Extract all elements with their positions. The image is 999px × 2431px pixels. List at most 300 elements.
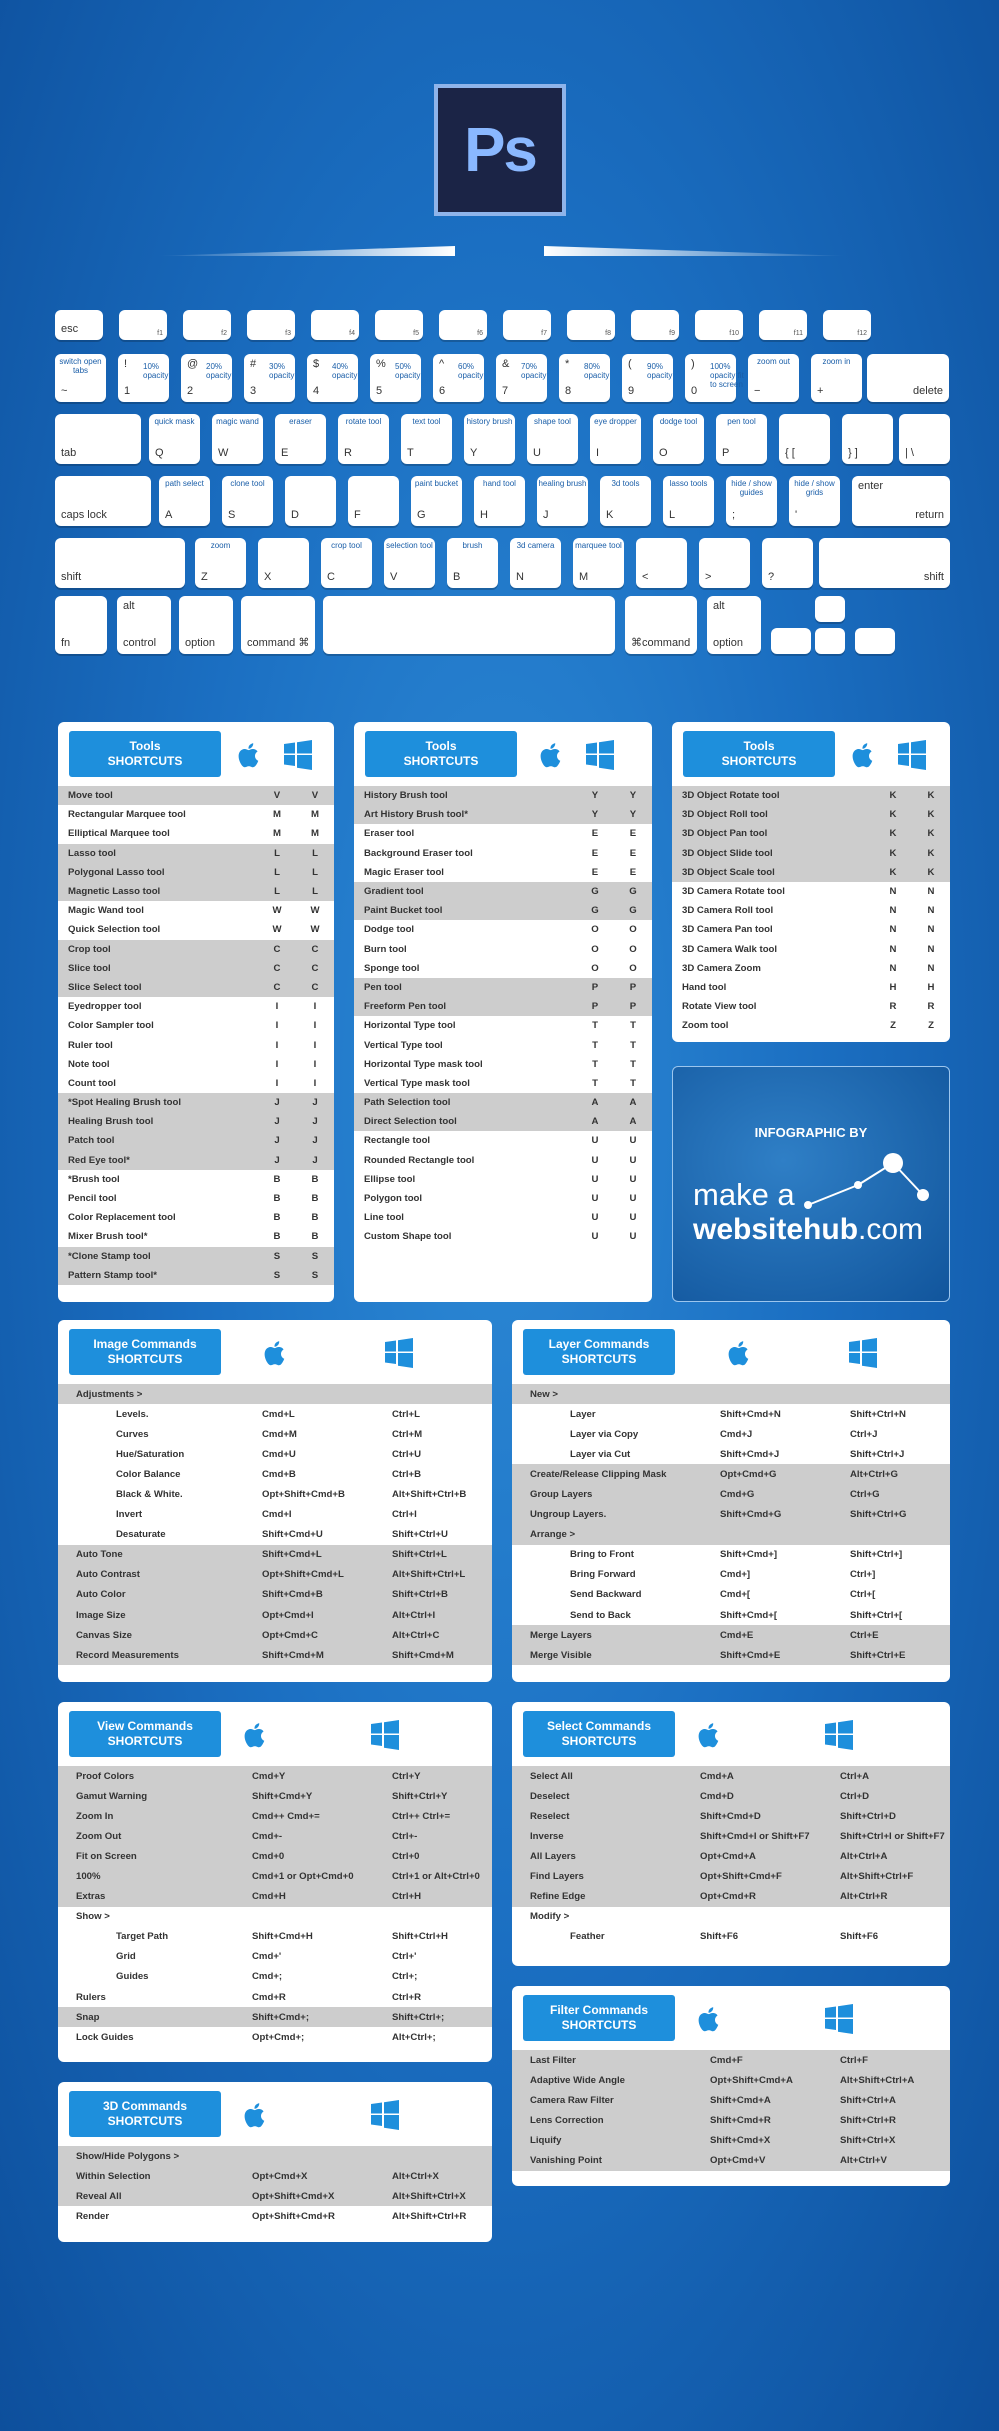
key[interactable]	[653, 414, 704, 464]
command-name: Send to Back	[570, 1609, 631, 1621]
panel-title-badge	[365, 731, 517, 777]
win-shortcut: Shift+F6	[840, 1931, 879, 1943]
win-shortcut: Ctrl+Y	[392, 1766, 492, 1786]
table-row	[354, 997, 652, 1016]
win-shortcut: Shift+Ctrl+E	[850, 1645, 950, 1665]
win-shortcut: Ctrl+-	[392, 1826, 492, 1846]
key-label: option	[713, 637, 743, 649]
key[interactable]	[411, 476, 462, 526]
table-row	[354, 1074, 652, 1093]
key[interactable]	[811, 354, 862, 402]
mac-shortcut: C	[258, 959, 296, 978]
mac-shortcut: C	[258, 940, 296, 959]
table-row	[512, 1907, 950, 1927]
key[interactable]	[867, 354, 949, 402]
win-shortcut: V	[296, 786, 334, 805]
command-name: Image Size	[58, 1605, 262, 1625]
key[interactable]	[55, 476, 151, 526]
key[interactable]	[179, 596, 233, 654]
arrow-key[interactable]	[815, 628, 845, 654]
mac-shortcut: U	[591, 1212, 599, 1224]
mac-shortcut: N	[889, 943, 897, 955]
mac-shortcut: Cmd+M	[262, 1428, 297, 1440]
key-label: W	[218, 447, 229, 459]
key[interactable]	[852, 476, 950, 526]
mac-shortcut: Opt+Shift+Cmd+F	[700, 1866, 840, 1886]
table-row	[58, 1266, 334, 1285]
table-row	[58, 2166, 492, 2186]
table-row	[354, 1093, 652, 1112]
table-row	[672, 844, 950, 863]
function-key-label: f3	[285, 330, 291, 337]
key[interactable]	[401, 414, 452, 464]
command-name: Arrange >	[512, 1525, 720, 1545]
table-row	[58, 1907, 492, 1927]
key[interactable]	[503, 310, 551, 340]
command-name: 100%	[58, 1866, 252, 1886]
win-shortcut: Alt+Shift+Ctrl+B	[392, 1489, 467, 1501]
table-row	[354, 901, 652, 920]
key[interactable]	[695, 310, 743, 340]
win-shortcut: N	[927, 924, 935, 936]
tool-name: 3D Object Scale tool	[672, 863, 874, 882]
key[interactable]	[439, 310, 487, 340]
table-row	[58, 920, 334, 939]
key[interactable]	[375, 310, 423, 340]
key[interactable]	[779, 414, 830, 464]
mac-shortcut: Opt+Cmd+V	[710, 2150, 840, 2170]
table-row	[58, 1525, 492, 1545]
command-name: Hue/Saturation	[116, 1448, 185, 1460]
windows-icon	[822, 2002, 856, 2036]
right-swoosh	[544, 246, 849, 256]
mac-shortcut: V	[258, 786, 296, 805]
tool-name: History Brush tool	[354, 786, 576, 805]
key[interactable]	[527, 414, 578, 464]
key[interactable]	[55, 354, 106, 402]
d3-panel	[58, 2082, 492, 2242]
table-row	[512, 2130, 950, 2150]
mac-shortcut: W	[272, 905, 282, 917]
win-shortcut: Shift+Ctrl+R	[840, 2110, 950, 2130]
win-shortcut: Alt+Shift+Ctrl+F	[840, 1866, 950, 1886]
win-shortcut: Ctrl+H	[392, 1887, 492, 1907]
mac-shortcut: Cmd+Y	[252, 1766, 392, 1786]
apple-icon	[238, 2098, 272, 2132]
command-name: Curves	[116, 1428, 149, 1440]
table-row	[354, 920, 652, 939]
panel-title: Tools	[425, 739, 457, 753]
key[interactable]	[464, 414, 515, 464]
table-row	[58, 2206, 492, 2226]
table-row	[354, 844, 652, 863]
win-shortcut: Alt+Ctrl+R	[840, 1887, 950, 1907]
table-row	[354, 1170, 652, 1189]
table-row	[512, 1826, 950, 1846]
arrow-key[interactable]	[815, 596, 845, 622]
keyboard-row	[55, 538, 950, 588]
key[interactable]	[559, 354, 610, 402]
win-shortcut: Alt+Ctrl+V	[840, 2150, 950, 2170]
tool-name: Rotate View tool	[682, 1001, 757, 1013]
key[interactable]	[748, 354, 799, 402]
key-shortcut-label: healing brush	[538, 479, 587, 488]
win-shortcut: G	[614, 901, 652, 920]
win-shortcut: P	[614, 978, 652, 997]
key[interactable]	[195, 538, 246, 588]
win-shortcut: U	[629, 1135, 637, 1147]
key[interactable]	[685, 354, 744, 402]
command-name: Zoom Out	[58, 1826, 252, 1846]
view-panel	[58, 1702, 492, 2062]
mac-shortcut: Shift+Cmd+X	[710, 2130, 840, 2150]
win-shortcut: Ctrl+R	[392, 1991, 422, 2003]
mac-shortcut: L	[258, 882, 296, 901]
key[interactable]	[762, 538, 813, 588]
win-shortcut: L	[296, 882, 334, 901]
key[interactable]	[474, 476, 525, 526]
tool-name: Art History Brush tool*	[354, 805, 576, 824]
panel-subtitle: SHORTCUTS	[721, 754, 797, 768]
table-row	[512, 1545, 950, 1565]
key[interactable]	[789, 476, 840, 526]
command-name: Guides	[116, 1971, 149, 1983]
tool-name: 3D Object Roll tool	[672, 805, 874, 824]
command-name: Levels.	[116, 1408, 149, 1420]
tool-name: Zoom tool	[682, 1020, 729, 1032]
table-row	[354, 863, 652, 882]
table-row	[58, 882, 334, 901]
key[interactable]	[285, 476, 336, 526]
win-shortcut: Ctrl+1 or Alt+Ctrl+0	[392, 1866, 492, 1886]
key[interactable]	[258, 538, 309, 588]
key[interactable]	[181, 354, 232, 402]
table-row	[58, 1987, 492, 2007]
panel-subtitle: SHORTCUTS	[561, 2018, 637, 2032]
key[interactable]	[631, 310, 679, 340]
key[interactable]	[55, 596, 107, 654]
key-shortcut-label: 100% opacity fit to screen	[710, 362, 744, 389]
tool-name: Eraser tool	[364, 828, 415, 840]
command-name: Show/Hide Polygons >	[58, 2146, 252, 2166]
table-row	[58, 1055, 334, 1074]
mac-shortcut	[720, 1525, 850, 1545]
key-symbol: &	[502, 358, 510, 370]
command-name: Find Layers	[512, 1866, 700, 1886]
key[interactable]	[823, 310, 871, 340]
mac-shortcut: E	[591, 866, 599, 878]
command-name: Liquify	[512, 2130, 710, 2150]
key-label: U	[533, 447, 541, 459]
key-label: >	[705, 571, 712, 583]
command-name: Adjustments >	[58, 1384, 262, 1404]
mac-shortcut: J	[258, 1151, 296, 1170]
panel-header	[672, 722, 950, 786]
key-symbol: ^	[439, 358, 445, 370]
mac-shortcut: Cmd+;	[252, 1971, 283, 1983]
table-row	[512, 2090, 950, 2110]
key[interactable]	[119, 310, 167, 340]
key-shortcut-label: 3d camera	[516, 541, 555, 550]
mac-shortcut	[262, 1384, 392, 1404]
table-row	[58, 997, 334, 1016]
win-shortcut: Ctrl+G	[850, 1484, 950, 1504]
key[interactable]	[55, 414, 141, 464]
mac-shortcut: Shift+Cmd+A	[710, 2090, 840, 2110]
table-row	[512, 1786, 950, 1806]
command-name: Auto Contrast	[58, 1565, 262, 1585]
tool-name: 3D Object Rotate tool	[672, 786, 874, 805]
command-name: Grid	[116, 1951, 136, 1963]
command-name: Target Path	[116, 1931, 169, 1943]
shortcut-table	[512, 1766, 950, 1947]
table-row	[512, 1585, 950, 1605]
key[interactable]	[117, 596, 171, 654]
tool-name: Sponge tool	[364, 962, 420, 974]
mac-shortcut: S	[258, 1266, 296, 1285]
key[interactable]	[159, 476, 210, 526]
key[interactable]	[573, 538, 624, 588]
promo-line1: make a	[693, 1177, 795, 1212]
mac-shortcut: Cmd+L	[262, 1408, 295, 1420]
key-shortcut-label: magic wand	[216, 417, 259, 426]
mac-shortcut: H	[889, 981, 897, 993]
key[interactable]	[55, 310, 103, 340]
function-key-label: f9	[669, 330, 675, 337]
filter-panel	[512, 1986, 950, 2186]
win-shortcut: Ctrl+B	[392, 1468, 422, 1480]
win-shortcut: T	[630, 1077, 636, 1089]
command-name: Vanishing Point	[512, 2150, 710, 2170]
table-row	[354, 978, 652, 997]
tool-name: Line tool	[364, 1212, 404, 1224]
key-symbol: *	[565, 358, 570, 370]
key[interactable]	[636, 538, 687, 588]
table-row	[354, 1227, 652, 1246]
key[interactable]	[384, 538, 435, 588]
tools2-panel	[354, 722, 652, 1302]
tool-name: Rectangular Marquee tool	[68, 809, 186, 821]
key[interactable]	[899, 414, 950, 464]
win-shortcut: N	[927, 943, 935, 955]
key-shortcut-label: zoom	[210, 541, 231, 550]
table-row	[672, 920, 950, 939]
table-row	[58, 1464, 492, 1484]
mac-shortcut: Cmd+-	[252, 1826, 392, 1846]
command-name: Snap	[58, 2007, 252, 2027]
tool-name: 3D Object Slide tool	[672, 844, 874, 863]
mac-shortcut: N	[889, 924, 897, 936]
key-symbol: (	[628, 358, 632, 370]
key[interactable]	[222, 476, 273, 526]
key[interactable]	[323, 596, 615, 654]
mac-shortcut: Z	[890, 1020, 896, 1032]
table-row	[58, 1927, 492, 1947]
key[interactable]	[241, 596, 315, 654]
mac-shortcut: P	[576, 978, 614, 997]
mac-shortcut: J	[258, 1093, 296, 1112]
command-name: Last Filter	[512, 2050, 710, 2070]
key[interactable]	[707, 596, 761, 654]
apple-icon	[232, 738, 266, 772]
win-shortcut: K	[912, 844, 950, 863]
key[interactable]	[842, 414, 893, 464]
key[interactable]	[348, 476, 399, 526]
table-row	[58, 1035, 334, 1054]
table-row	[58, 1866, 492, 1886]
mac-shortcut: K	[874, 824, 912, 843]
key[interactable]	[600, 476, 651, 526]
promo-box	[672, 1066, 950, 1302]
key-label: | \	[905, 447, 914, 459]
win-shortcut: E	[629, 828, 637, 840]
win-shortcut: Ctrl+F	[840, 2050, 950, 2070]
win-shortcut: Shift+Cmd+M	[392, 1645, 492, 1665]
mac-shortcut: Cmd++ Cmd+=	[252, 1806, 392, 1826]
panel-title: Select Commands	[546, 1719, 652, 1733]
table-row	[512, 1505, 950, 1525]
command-name: Proof Colors	[58, 1766, 252, 1786]
mac-shortcut: Cmd+U	[262, 1448, 296, 1460]
mac-shortcut: Shift+Cmd+J	[720, 1448, 780, 1460]
key[interactable]	[433, 354, 484, 402]
mac-shortcut: O	[591, 943, 599, 955]
win-shortcut: Alt+Ctrl+I	[392, 1605, 492, 1625]
win-shortcut: N	[927, 886, 935, 898]
table-row	[512, 1766, 950, 1786]
windows-icon	[368, 1718, 402, 1752]
arrow-key[interactable]	[771, 628, 811, 654]
panel-title-badge	[69, 731, 221, 777]
key[interactable]	[118, 354, 169, 402]
key-number: 1	[124, 385, 131, 397]
key[interactable]	[726, 476, 777, 526]
key-label: return	[915, 509, 944, 521]
key[interactable]	[625, 596, 697, 654]
key-label: command ⌘	[247, 637, 310, 649]
mac-shortcut: U	[591, 1173, 599, 1185]
key[interactable]	[496, 354, 547, 402]
mac-shortcut: I	[275, 1077, 279, 1089]
key[interactable]	[819, 538, 950, 588]
apple-icon	[692, 1718, 726, 1752]
table-row	[512, 2070, 950, 2090]
key-symbol: @	[187, 358, 199, 370]
table-row	[512, 1806, 950, 1826]
key-shortcut-label: clone tool	[230, 479, 265, 488]
key[interactable]	[247, 310, 295, 340]
tool-name: Vertical Type mask tool	[364, 1077, 470, 1089]
command-name: Lock Guides	[76, 2031, 134, 2043]
table-row	[354, 824, 652, 843]
panel-title-badge	[683, 731, 835, 777]
key-symbol: %	[376, 358, 386, 370]
key[interactable]	[759, 310, 807, 340]
key[interactable]	[447, 538, 498, 588]
key[interactable]	[338, 414, 389, 464]
table-row	[512, 1625, 950, 1645]
win-shortcut: S	[296, 1247, 334, 1266]
key-label: } ]	[848, 447, 858, 459]
mac-shortcut: P	[576, 997, 614, 1016]
table-row	[672, 978, 950, 997]
key[interactable]	[244, 354, 295, 402]
tool-name: Polygonal Lasso tool	[58, 863, 258, 882]
key-label: J	[543, 509, 549, 521]
key-shortcut-label: 90% opacity	[647, 362, 673, 380]
table-row	[58, 940, 334, 959]
key[interactable]	[510, 538, 561, 588]
win-shortcut: I	[313, 1039, 317, 1051]
windows-icon	[281, 738, 315, 772]
key[interactable]	[183, 310, 231, 340]
win-shortcut: O	[629, 924, 637, 936]
mac-shortcut: I	[275, 1039, 279, 1051]
key[interactable]	[55, 538, 185, 588]
key[interactable]	[622, 354, 673, 402]
tool-name: Pattern Stamp tool*	[58, 1266, 258, 1285]
table-row	[58, 2007, 492, 2027]
key[interactable]	[311, 310, 359, 340]
key[interactable]	[149, 414, 200, 464]
table-row	[672, 805, 950, 824]
key[interactable]	[370, 354, 421, 402]
key[interactable]	[699, 538, 750, 588]
mac-shortcut: Opt+Cmd+A	[700, 1846, 840, 1866]
key[interactable]	[321, 538, 372, 588]
key-symbol: )	[691, 358, 695, 370]
key[interactable]	[590, 414, 641, 464]
table-row	[354, 786, 652, 805]
win-shortcut: C	[296, 959, 334, 978]
key[interactable]	[212, 414, 263, 464]
mac-shortcut: I	[275, 1020, 279, 1032]
command-name: Record Measurements	[58, 1645, 262, 1665]
table-row	[512, 1484, 950, 1504]
table-row	[58, 1887, 492, 1907]
tool-name: Pencil tool	[68, 1193, 117, 1205]
win-shortcut: C	[296, 978, 334, 997]
mac-shortcut: N	[889, 886, 897, 898]
win-shortcut: Alt+Ctrl+A	[840, 1846, 950, 1866]
table-row	[58, 1131, 334, 1150]
key[interactable]	[537, 476, 588, 526]
key[interactable]	[275, 414, 326, 464]
win-shortcut: J	[296, 1131, 334, 1150]
command-name: Auto Color	[58, 1585, 262, 1605]
key[interactable]	[663, 476, 714, 526]
table-row	[512, 1866, 950, 1886]
key[interactable]	[567, 310, 615, 340]
win-shortcut: T	[630, 1058, 636, 1070]
mac-shortcut: Cmd+]	[720, 1569, 751, 1581]
mac-shortcut: T	[592, 1058, 598, 1070]
tool-name: Rectangle tool	[364, 1135, 431, 1147]
arrow-key[interactable]	[855, 628, 895, 654]
shortcut-table	[58, 786, 334, 1285]
tool-name: Healing Brush tool	[58, 1112, 258, 1131]
function-key-label: f7	[541, 330, 547, 337]
panel-title: Tools	[743, 739, 775, 753]
table-row	[58, 1846, 492, 1866]
mac-shortcut: U	[591, 1154, 599, 1166]
key[interactable]	[307, 354, 358, 402]
win-shortcut: B	[311, 1212, 319, 1224]
command-name: All Layers	[512, 1846, 700, 1866]
command-name: Inverse	[512, 1826, 700, 1846]
key[interactable]	[716, 414, 767, 464]
key-number: 5	[376, 385, 383, 397]
